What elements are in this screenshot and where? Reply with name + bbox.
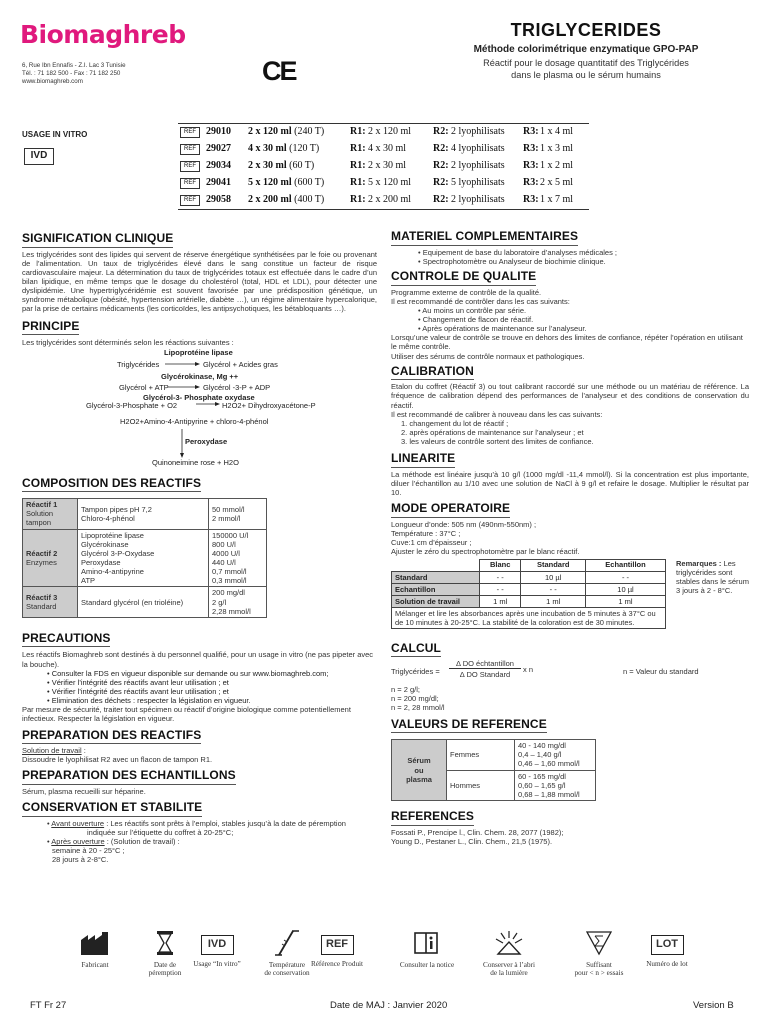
list-item: 2. après opérations de maintenance sur l’analyseur ; et (401, 427, 584, 437)
conservation-list: • Avant ouverture : Les réactifs sont prêts à l’emploi, stables jusqu’à la date de péremption indiquée sur l’étiquette du coffret à 20-25°C; • Après ouverture : (Solution de travail) : semaine à 20 - 25°C ; 28 jours à 2-8°C. (47, 818, 346, 865)
list-item: Young D., Pestaner L., Clin. Chem., 21,5 (1975). (391, 836, 553, 846)
company-logo: Biomaghreb (20, 20, 186, 49)
company-address: 6, Rue Ibn Ennafis - Z.I. Lac 3 Tunisie Tél. : 71 182 500 - Fax : 71 182 250 www.biomaghreb.com (22, 62, 126, 85)
sigma-symbol (564, 930, 634, 978)
section-heading: MODE OPERATOIRE (391, 501, 510, 518)
description: Réactif pour le dosage quantitatif des Triglycérides dans le plasma ou le sérum humains (483, 58, 689, 80)
section-heading: CONTROLE DE QUALITE (391, 269, 536, 286)
section-heading: VALEURS DE REFERENCE (391, 717, 547, 734)
section-heading: CALIBRATION (391, 364, 474, 381)
section-heading: MATERIEL COMPLEMENTAIRES (391, 229, 578, 246)
table-row: Réactif 1 Solution tampon Tampon pipes pH 7,2 Chloro-4-phénol 50 mmol/l 2 mmol/l (23, 499, 267, 529)
enzyme-label: Lipoprotéine lipase (164, 348, 233, 358)
mode-note: Mélanger et lire les absorbances après une incubation de 5 minutes à 37°C ou de 10 minutes à 20-25°C. La stabilité de la coloration est de 30 minutes. (391, 607, 666, 629)
notice-symbol (392, 930, 462, 969)
list-item: • Changement de flacon de réactif. (418, 314, 534, 324)
composition-table (22, 498, 267, 618)
footer-right: Version B (693, 1000, 734, 1011)
ref-volume: 2 x 30 ml (60 T) (248, 160, 315, 172)
page-title: TRIGLYCERIDES (510, 20, 662, 40)
Fabricant-icon (60, 930, 130, 956)
signification-text: Les triglycérides sont des lipides qui servent de réserve énergétique synthétisées par le foie ou provenant de l’alimentation. Un taux de triglycérides élevé dans le sang constitue un facteur de risque cardiovasculaire majeur. La détermination du taux de triglycérides totaux est effectuée dans le cadre d’un bilan lipidique, en même temps que le dosage du cholestérol (total, HDL et LDL), pour détecter une dyslipidémie. Une hypertriglycéridémie est souvent favorisée par une prédisposition génétique, un syndrome métabolique (obésité, hypertension artérielle, diabète …), un régime alimentaire hypercalorique, par la prise de certains médicaments (les corticoïdes, les antipsychotiques, les bétabloquants …). (22, 249, 377, 314)
table-header: Blanc Standard Echantillon (392, 559, 666, 571)
ref-code: 29034 (206, 160, 231, 172)
list-item: n = 2 g/l; (391, 685, 420, 695)
ref-code: 29027 (206, 143, 231, 155)
table-row: REF 29010 2 x 120 ml (240 T) R1: 2 x 120 ml R2: 2 lyophilisats R3: 1 x 4 ml (178, 124, 589, 141)
principe-intro: Les triglycérides sont déterminés selon les réactions suivantes : (22, 338, 234, 348)
symbol-label: Numéro de lot (646, 960, 688, 968)
symbol-label: Consulter la notice (399, 961, 455, 969)
list-item: Fossati P., Prencipe l., Clin. Chem. 28, 2077 (1982); (391, 827, 564, 837)
lot-icon: LOT (651, 935, 684, 955)
calibration-list (391, 419, 749, 446)
section-heading: PRECAUTIONS (22, 631, 110, 648)
enzyme-label: Peroxydase (185, 437, 228, 447)
table-row: Hommes 60 - 165 mg/dl 0,60 – 1,65 g/l 0,68 – 1,88 mmol/l (392, 770, 596, 800)
symbol-label: Usage “In vitro” (193, 960, 241, 968)
ref-volume: 4 x 30 ml (120 T) (248, 143, 320, 155)
list-item: 1. changement du lot de réactif ; (401, 418, 509, 428)
left-column: SIGNIFICATION CLINIQUE Les triglycérides sont des lipides qui servent de réserve énergétique synthétisées par le foie ou provenant de l’alimentation. Un taux de triglycérides élevé dans le sang constitue un facteur de risque cardiovasculaire majeur. La détermination du taux de triglycérides totaux est effectuée dans le cadre d’un bilan lipidique, en même temps que le dosage du cholestérol (total, HDL et LDL), pour détecter une dyslipidémie. Une hypertriglycéridémie est souvent favorisée par une prédisposition génétique, un syndrome métabolique (obésité, hypertension artérielle, diabète …), un régime alimentaire hypercalorique, par la prise de certains médicaments (les corticoïdes, les antipsychotiques, les bétabloquants …). PRINCIPE Les triglycérides sont déterminés selon les réactions suivantes : Lipoprotéine lipase Triglycérides Glycérol + Acides gras Glycérokinase, Mg ++ Glycérol + ATP Glycérol -3-P + ADP Glycérol-3- Phosphate oxydase Glycérol-3-Phosphate + O2 H2O2+ Dihydroxyacétone-P H2O2+Amino-4-Antipyrine + chloro-4-phénol Peroxydase Quinoneimine rose + H2O COMPOSITION DES REACTIFS Réactif 1 Solution tampon Tampon pipes pH 7,2 Chloro-4-phénol 50 mmol/l 2 mmol/l Réactif 2 Enzymes Lipoprotéine lipase Glycérokinase Glycérol 3-P-Oxydase Peroxydase Amino-4-antipyrine ATP 150000 U/l 800 U/l 4000 U/l 440 U/l 0,7 mmol/l 0,3 mmol/l Réactif 3 Standard Standard glycérol (en trioléine) 200 mg/dl 2 g/l 2,28 mmol/l PRECAUTIONS Les réactifs Biomaghreb sont destinés à du personnel qualifié, pour un usage in vitro (ne pas pipeter avec la bouche). • Consulter la FDS en vigueur disponible sur demande ou sur www.biomaghreb.com; • Vérifier l’intégrité des réactifs avant leur utilisation ; et • Vérifier l’intégrité des réactifs avant leur utilisation ; et • Elimination des déchets : respecter la législation en vigueur. Par mesure de sécurité, traiter tout spécimen ou réactif d’origine biologique comme potentiellement infectieux. Respecter la législation en vigueur. PREPARATION DES REACTIFS Solution de travail : Dissoudre le lyophilisat R2 avec un flacon de tampon R1. PREPARATION DES ECHANTILLONS Sérum, plasma recueilli sur héparine. CONSERVATION ET STABILITE • Avant ouverture : Les réactifs sont prêts à l’emploi, stables jusqu’à la date de péremption indiquée sur l’étiquette du coffret à 20-25°C; • Après ouverture : (Solution de travail) : semaine à 20 - 25°C ; 28 jours à 2-8°C. (22, 231, 377, 865)
enzyme-label: Glycérol-3- Phosphate oxydase (143, 393, 255, 403)
ref-volume: 2 x 200 ml (400 T) (248, 194, 325, 206)
table-row: Sérum ou plasma Femmes 40 - 140 mg/dl 0,4 – 1,40 g/l 0,46 – 1,60 mmol/l (392, 740, 596, 770)
light-symbol (474, 930, 544, 978)
light-icon (474, 930, 544, 956)
section-heading: LINEARITE (391, 451, 455, 468)
symbol-label: Conserver à l’abri de la lumière (483, 961, 535, 978)
sigma-icon (564, 930, 634, 956)
list-item: n = 2, 28 mmol/l (391, 703, 445, 713)
calcul-formula: Triglycérides = Δ DO échtantillon Δ DO Standard x n n = Valeur du standard (391, 659, 699, 680)
ivd-symbol (182, 930, 252, 968)
list-item: • Equipement de base du laboratoire d’analyses médicales ; (418, 247, 617, 257)
table-row: REF 29027 4 x 30 ml (120 T) R1: 4 x 30 ml R2: 4 lyophilisats R3: 1 x 3 ml (178, 141, 589, 158)
list-item: 3. les valeurs de contrôle sortent des limites de confiance. (401, 437, 594, 447)
section-heading: PREPARATION DES ECHANTILLONS (22, 768, 236, 785)
ref-code: 29058 (206, 194, 231, 206)
list-item: • Consulter la FDS en vigueur disponible sur demande ou sur www.biomaghreb.com; (47, 668, 329, 678)
list-item: • Après opérations de maintenance sur l’analyseur. (418, 324, 587, 334)
section-heading: CALCUL (391, 641, 441, 658)
symbol-label: Référence Produit (310, 960, 364, 968)
table-row: REF 29034 2 x 30 ml (60 T) R1: 2 x 30 ml R2: 2 lyophilisats R3: 1 x 2 ml (178, 158, 589, 175)
list-item: • Vérifier l’intégrité des réactifs avant leur utilisation ; et (47, 677, 229, 687)
subtitle: Méthode colorimétrique enzymatique GPO-PAP (473, 43, 699, 55)
section-heading: REFERENCES (391, 809, 474, 826)
list-item: • Spectrophotomètre ou Analyseur de biochimie clinique. (418, 256, 606, 266)
list-item: • Vérifier l’intégrité des réactifs avant leur utilisation ; et (47, 687, 229, 697)
materiel-list (391, 248, 749, 266)
symbol-label: Fabricant (81, 961, 109, 969)
table-row: Standard - - 10 µl - - (392, 571, 666, 583)
ref-symbol: REF (180, 127, 200, 138)
list-item: n = 200 mg/dl; (391, 694, 439, 704)
reference-values-table (391, 739, 596, 801)
ref-volume: 5 x 120 ml (600 T) (248, 177, 325, 189)
footer-center: Date de MAJ : Janvier 2020 (330, 1000, 448, 1011)
section-heading: PRINCIPE (22, 319, 79, 336)
mode-area (391, 557, 749, 639)
footer-left: FT Fr 27 (30, 1000, 67, 1011)
table-row: REF 29041 5 x 120 ml (600 T) R1: 5 x 120 ml R2: 5 lyophilisats R3: 2 x 5 ml (178, 175, 589, 192)
enzyme-label: Glycérokinase, Mg ++ (161, 372, 239, 382)
calcul-values (391, 685, 749, 712)
mode-table (391, 559, 666, 608)
ref-table (178, 123, 589, 210)
symbol-label: Date de péremption (148, 961, 182, 978)
section-heading: CONSERVATION ET STABILITE (22, 800, 202, 817)
symbol-label: Suffisant pour < n > essais (574, 961, 624, 978)
ref-code: 29010 (206, 126, 231, 138)
right-column: MATERIEL COMPLEMENTAIRES • Equipement de base du laboratoire d’analyses médicales ; • Spectrophotomètre ou Analyseur de biochimie clinique. CONTROLE DE QUALITE Programme externe de contrôle de la qualité. Il est recommandé de contrôler dans les cas suivants: • Au moins un contrôle par série. • Changement de flacon de réactif. • Après opérations de maintenance sur l’analyseur. Lorsqu’une valeur de contrôle se trouve en dehors des limites de confiance, répéter l’opération en utilisant le même contrôle. Utiliser des sérums de contrôle normaux et pathologiques. CALIBRATION Etalon du coffret (Réactif 3) ou tout calibrant raccordé sur une méthode ou un matériau de référence. La fréquence de calibration dépend des performances de l’analyseur et des conditions de conservation du réactif. Il est recommandé de calibrer à nouveau dans les cas suivants: 1. changement du lot de réactif ; 2. après opérations de maintenance sur l’analyseur ; et 3. les valeurs de contrôle sortent des limites de confiance. LINEARITE La méthode est linéaire jusqu’à 10 g/l (1000 mg/dl -11,4 mmol/l). Si la concentration est plus importante, diluer l’échantillon au 1/10 avec une solution de NaCl à 9 g/l et refaire le dosage. Multiplier le résultat par 10. MODE OPERATOIRE Longueur d’onde: 505 nm (490nm-550nm) ; Température : 37°C ; Cuve:1 cm d’épaisseur ; Ajuster le zéro du spectrophotomètre par le blanc réactif. Blanc Standard Echantillon Standard - - 10 µl - - Echantillon - - - - 10 µl Solution de travail 1 ml 1 ml 1 ml Remarques : Les triglycérides sont stables dans le sérum 3 jours à 2 - 8°C. Mélanger et lire les absorbances après une incubation de 5 minutes à 37°C ou de 10 minutes à 20-25°C. La stabilité de la coloration est de 30 minutes. CALCUL Triglycérides = Δ DO échtantillon Δ DO Standard x n n = Valeur du standard n = 2 g/l; n = 200 mg/dl; n = 2, 28 mmol/l VALEURS DE REFERENCE Sérum ou plasma Femmes 40 - 140 mg/dl 0,4 – 1,40 g/l 0,46 – 1,60 mmol/l Hommes 60 - 165 mg/dl 0,60 – 1,65 g/l 0,68 – 1,88 mmol/l REFERENCES Fossati P., Prencipe l., Clin. Chem. 28, 2077 (1982); Young D., Pestaner L., Clin. Chem., 21,5 (1975). (391, 229, 749, 846)
table-row: Réactif 2 Enzymes Lipoprotéine lipase Glycérokinase Glycérol 3-P-Oxydase Peroxydase Amino-4-antipyrine ATP 150000 U/l 800 U/l 4000 U/l 440 U/l 0,7 mmol/l 0,3 mmol/l (23, 529, 267, 587)
table-row: Réactif 3 Standard Standard glycérol (en trioléine) 200 mg/dl 2 g/l 2,28 mmol/l (23, 587, 267, 617)
usage-label: USAGE IN VITRO (22, 130, 88, 139)
symbol-label: Température de conservation (264, 961, 310, 978)
ref-symbol: REF (180, 195, 200, 206)
section-heading: SIGNIFICATION CLINIQUE (22, 231, 173, 248)
ivd-box: IVD (24, 148, 54, 165)
ref-code: 29041 (206, 177, 231, 189)
Fabricant-symbol (60, 930, 130, 969)
lot-symbol (632, 930, 702, 968)
table-row: Echantillon - - - - 10 µl (392, 583, 666, 595)
section-heading: COMPOSITION DES REACTIFS (22, 476, 201, 493)
table-row: REF 29058 2 x 200 ml (400 T) R1: 2 x 200 ml R2: 2 lyophilisats R3: 1 x 7 ml (178, 192, 589, 209)
precautions-list (22, 669, 377, 706)
ref-symbol: REF (180, 161, 200, 172)
ref-symbol: REF (180, 178, 200, 189)
remarks: Remarques : Les triglycérides sont stables dans le sérum 3 jours à 2 - 8°C. (676, 558, 749, 595)
ref-symbol: REF (180, 144, 200, 155)
references-list (391, 828, 749, 846)
controle-list (391, 306, 749, 333)
notice-icon (392, 930, 462, 956)
ref-volume: 2 x 120 ml (240 T) (248, 126, 325, 138)
ref-symbol (302, 930, 372, 968)
list-item: • Au moins un contrôle par série. (418, 305, 527, 315)
section-heading: PREPARATION DES REACTIFS (22, 728, 201, 745)
list-item: • Elimination des déchets : respecter la législation en vigueur. (47, 696, 251, 706)
ref-icon: REF (321, 935, 354, 955)
ivd-icon: IVD (201, 935, 234, 955)
title-block (411, 20, 761, 81)
reaction-scheme: Lipoprotéine lipase Triglycérides Glycérol + Acides gras Glycérokinase, Mg ++ Glycérol + ATP Glycérol -3-P + ADP Glycérol-3- Phosphate oxydase Glycérol-3-Phosphate + O2 H2O2+ Dihydroxyacétone-P H2O2+Amino-4-Antipyrine + chloro-4-phénol Peroxydase (22, 347, 377, 459)
table-row: Solution de travail 1 ml 1 ml 1 ml (392, 595, 666, 607)
ce-mark: CE (262, 56, 296, 86)
